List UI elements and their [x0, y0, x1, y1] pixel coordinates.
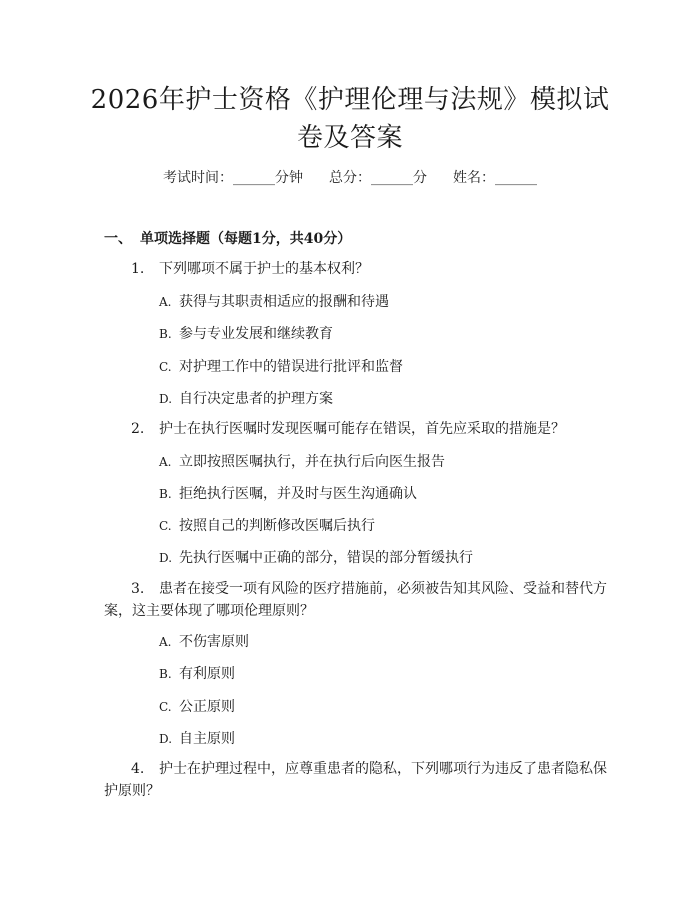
document-title-line-1: 2026年护士资格《护理伦理与法规》模拟试: [90, 85, 610, 115]
exam-time-label: 考试时间：______分钟: [163, 170, 303, 186]
option-letter: B.: [159, 487, 172, 501]
section-number: 一、: [104, 231, 132, 247]
option-text: 对护理工作中的错误进行批评和监督: [179, 359, 403, 375]
option-3a: [159, 632, 249, 652]
option-letter: D.: [159, 732, 173, 746]
section-title: 单项选择题（每题1分，共40分）: [140, 231, 352, 247]
option-letter: B.: [159, 667, 172, 681]
option-3b: [159, 664, 235, 684]
option-text: 自主原则: [179, 731, 235, 747]
option-2d: [159, 548, 473, 568]
option-letter: B.: [159, 327, 172, 341]
option-text: 不伤害原则: [179, 634, 249, 650]
question-text: 下列哪项不属于护士的基本权利？: [159, 261, 369, 277]
option-2b: [159, 484, 417, 504]
question-4-text-line-2: 护原则？: [104, 783, 160, 799]
section-heading: [104, 229, 351, 249]
option-text: 公正原则: [179, 699, 235, 715]
option-text: 参与专业发展和继续教育: [179, 326, 333, 342]
option-2c: [159, 516, 375, 536]
question-number: 2.: [131, 421, 145, 437]
option-2a: [159, 452, 445, 472]
option-1b: [159, 324, 333, 344]
option-text: 拒绝执行医嘱，并及时与医生沟通确认: [179, 486, 417, 502]
name-label: 姓名：______: [453, 170, 537, 186]
option-text: 自行决定患者的护理方案: [179, 391, 333, 407]
option-text: 先执行医嘱中正确的部分，错误的部分暂缓执行: [179, 550, 473, 566]
option-text: 立即按照医嘱执行，并在执行后向医生报告: [179, 454, 445, 470]
question-3: [131, 578, 607, 600]
option-text: 有利原则: [179, 666, 235, 682]
question-text: 护士在执行医嘱时发现医嘱可能存在错误，首先应采取的措施是？: [159, 421, 565, 437]
option-text: 按照自己的判断修改医嘱后执行: [179, 518, 375, 534]
option-letter: D.: [159, 551, 173, 565]
question-number: 1.: [131, 261, 145, 277]
option-letter: D.: [159, 392, 173, 406]
option-1a: [159, 292, 389, 312]
document-title-line-2: 卷及答案: [296, 123, 403, 153]
option-letter: C.: [159, 360, 172, 374]
option-1c: [159, 357, 403, 377]
question-number: 4.: [131, 761, 145, 777]
question-3-text-line-2: 案，这主要体现了哪项伦理原则？: [104, 603, 314, 619]
question-2: [131, 418, 565, 440]
question-text-line-1: 患者在接受一项有风险的医疗措施前，必须被告知其风险、受益和替代方: [159, 581, 607, 597]
option-letter: A.: [159, 455, 172, 469]
total-score-label: 总分：______分: [329, 170, 427, 186]
option-3d: [159, 729, 235, 749]
option-1d: [159, 389, 333, 409]
question-4: [131, 758, 607, 780]
option-3c: [159, 697, 235, 717]
question-1: [131, 258, 369, 280]
option-letter: A.: [159, 635, 172, 649]
option-letter: A.: [159, 295, 172, 309]
option-text: 获得与其职责相适应的报酬和待遇: [179, 294, 389, 310]
question-text-line-1: 护士在护理过程中，应尊重患者的隐私，下列哪项行为违反了患者隐私保: [159, 761, 607, 777]
question-number: 3.: [131, 581, 145, 597]
option-letter: C.: [159, 519, 172, 533]
exam-meta: [0, 168, 700, 188]
option-letter: C.: [159, 700, 172, 714]
